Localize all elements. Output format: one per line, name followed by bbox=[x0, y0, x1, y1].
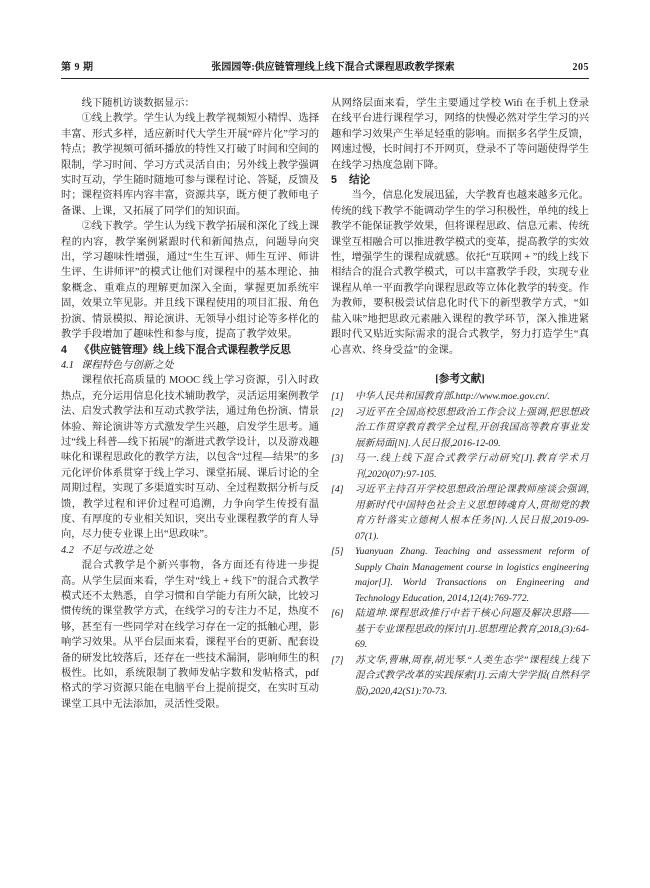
paragraph-shortcomings: 混合式教学是个新兴事物，各方面还有待进一步提高。从学生层面来看，学生对“线上 + 线下”的混合式教学模式还不太熟悉，自学习惯和自学能力有所欠缺，比较习惯传统的课堂教学方式，在线学习的专注力不足，热度不够，甚至有一些同学对在线学习存在一定的抵触心理，影响学习效果。从平台层面来看，课程平台的更新、配套设备的研发比较落后，还存在一些技术漏洞，影响师生的积极性。比如，系统限制了教师发帖字数和发帖格式，pdf 格式的学习资源只能在电脑平台上提前提交，在实时互动课堂工具中无法添加，灵活性受限。 bbox=[61, 560, 319, 710]
section-4-2-title: 不足与改进之处 bbox=[81, 544, 154, 556]
reference-label: [3] bbox=[331, 453, 344, 465]
column-left bbox=[61, 96, 319, 712]
reference-label: [2] bbox=[331, 406, 344, 418]
column-right bbox=[331, 96, 589, 712]
reference-text: 中华人民共和国教育部.http://www.moe.gov.cn/. bbox=[355, 391, 550, 403]
section-4-1-heading bbox=[61, 358, 319, 373]
paragraph-offline-teaching: ②线下教学。学生认为线下教学拓展和深化了线上课程的内容，教学案例紧跟时代和新闻热点，问题导向突出，学习趣味性增强，通过“生生互评、师生互评、师讲生评、生讲师评”的模式让他们对课程中的基本理论、抽象概念、重难点的理解更加深入全面，掌握更加系统牢固，效果立竿见影。并且线下课程使用的项目汇报、角色扮演、情景模拟、辩论演讲、无领导小组讨论等多样化的教学手段增加了趣味性和参与度，提高了教学效果。 bbox=[61, 221, 319, 341]
reference-label: [6] bbox=[331, 608, 344, 620]
reference-text: 陆道坤.课程思政推行中若干核心问题及解决思路——基于专业课程思政的探讨[J].思想理论教育,2018,(3):64-69. bbox=[355, 608, 589, 651]
paragraph-online-teaching: ①线上教学。学生认为线上教学视频短小精悍、选择丰富、形式多样，适应新时代大学生开展“碎片化”学习的特点；教学视频可循环播放的特性又打破了时间和空间的限制，学习时间、学习方式灵活自由；另外线上教学强调实时互动，学生随时随地可参与课程讨论、答疑，反馈及时；课程资料库内容丰富，资源共享，既方便了教师电子备课、上课，又拓展了同学们的知识面。 bbox=[61, 113, 319, 217]
references-heading: [参考文献] bbox=[435, 373, 485, 385]
paragraph-conclusion: 当今，信息化发展迅猛，大学教育也越来越多元化。传统的线下教学不能调动学生的学习积极性，单纯的线上教学不能保证教学效果，但将课程思政、信息元素、传统课堂互相融合可以推进教学模式的变革，提高教学的实效性，增强学生的课程成就感。依托“互联网 + ”的线上线下相结合的混合式教学模式，可以丰富教学手段，实现专业课程从单一平面教学向课程思政等立体化教学的转变。作为教师，要积极尝试信息化时代下的新型教学方式，“如盐入味”地把思政元素融入课程的教学环节，深入推进紧跟时代又贴近实际需求的混合式教学，努力打造学生“真心喜欢、终身受益”的金课。 bbox=[331, 190, 589, 356]
running-title: 张园园等:供应链管理线上线下混合式课程思政教学探索 bbox=[211, 62, 455, 73]
references-list bbox=[331, 389, 589, 699]
section-4-2-heading bbox=[61, 543, 319, 558]
page-number: 205 bbox=[572, 62, 589, 73]
section-4-1-number: 4.1 bbox=[61, 359, 74, 371]
reference-item bbox=[331, 482, 589, 544]
section-4-heading bbox=[61, 343, 319, 358]
section-4-2-number: 4.2 bbox=[61, 544, 74, 556]
reference-label: [4] bbox=[331, 484, 344, 496]
reference-item bbox=[331, 389, 589, 405]
article-body bbox=[61, 96, 589, 712]
issue-label: 第 9 期 bbox=[61, 62, 94, 73]
paragraph-course-features: 课程依托高质量的 MOOC 线上学习资源，引入时政热点，充分运用信息化技术辅助教学，灵活运用案例教学法、启发式教学法和互动式教学法，通过角色扮演、情景体验、辩论演讲等方式激发学生兴趣，启发学生思考。通过“线上科普—线下拓展”的渐进式教学设计，以及游戏趣味化和课程思政化的教学方法，以包含“过程—结果”的多元化评价体系贯穿于线上学习、课堂拓展、课后讨论的全周期过程，实现了多渠道实时互动、全过程数据分析与反馈，教学过程和评价过程可追溯，力争向学生传授有温度、有厚度的专业相关知识，突出专业课程教学的育人导向，尽力使专业课上出“思政味”。 bbox=[61, 375, 319, 541]
section-4-title: 《供应链管理》线上线下混合式课程教学反思 bbox=[79, 343, 291, 356]
reference-text: 马一.线上线下混合式教学行动研究[J].教育学术月刊,2020(07):97-105. bbox=[355, 453, 589, 480]
paragraph-network-issues: 从网络层面来看，学生主要通过学校 Wifi 在手机上登录在线平台进行课程学习，网络的快慢必然对学生学习的兴趣和学习效果产生举足轻重的影响。而据多名学生反馈，网速过慢，长时间打不开网页，登录不了等问题使得学生在线学习热度急剧下降。 bbox=[331, 98, 589, 171]
reference-item bbox=[331, 451, 589, 482]
reference-label: [5] bbox=[331, 546, 344, 558]
reference-item bbox=[331, 405, 589, 452]
section-5-title: 结论 bbox=[349, 174, 371, 187]
reference-label: [7] bbox=[331, 654, 344, 666]
reference-text: Yuanyuan Zhang. Teaching and assessment reform of Supply Chain Management course in logistics engineering major[J]. World Transactions on Engineering and Technology Education, 2014,12(4):769-772. bbox=[355, 546, 589, 604]
reference-text: 习近平在全国高校思想政治工作会议上强调,把思想政治工作贯穿教育教学全过程,开创我国高等教育事业发展新局面[N].人民日报,2016-12-09. bbox=[355, 406, 589, 449]
section-5-number: 5 bbox=[331, 174, 337, 187]
reference-label: [1] bbox=[331, 391, 344, 403]
section-4-1-title: 课程特色与创新之处 bbox=[81, 359, 174, 371]
reference-item bbox=[331, 653, 589, 700]
paragraph-survey-intro: 线下随机访谈数据显示： bbox=[81, 98, 195, 109]
reference-item bbox=[331, 606, 589, 653]
section-4-number: 4 bbox=[61, 343, 67, 356]
running-header bbox=[61, 58, 589, 79]
section-5-heading bbox=[331, 173, 589, 188]
reference-text: 苏文华,曹琳,周春,胡光琴.“人类生态学”课程线上线下混合式教学改革的实践探索[J].云南大学学报(自然科学版),2020,42(S1):70-73. bbox=[355, 654, 589, 697]
reference-item bbox=[331, 544, 589, 606]
reference-text: 习近平主持召开学校思想政治理论课教师座谈会强调,用新时代中国特色社会主义思想铸魂育人,贯彻党的教育方针落实立德树人根本任务[N].人民日报,2019-09-07(1). bbox=[355, 484, 589, 542]
